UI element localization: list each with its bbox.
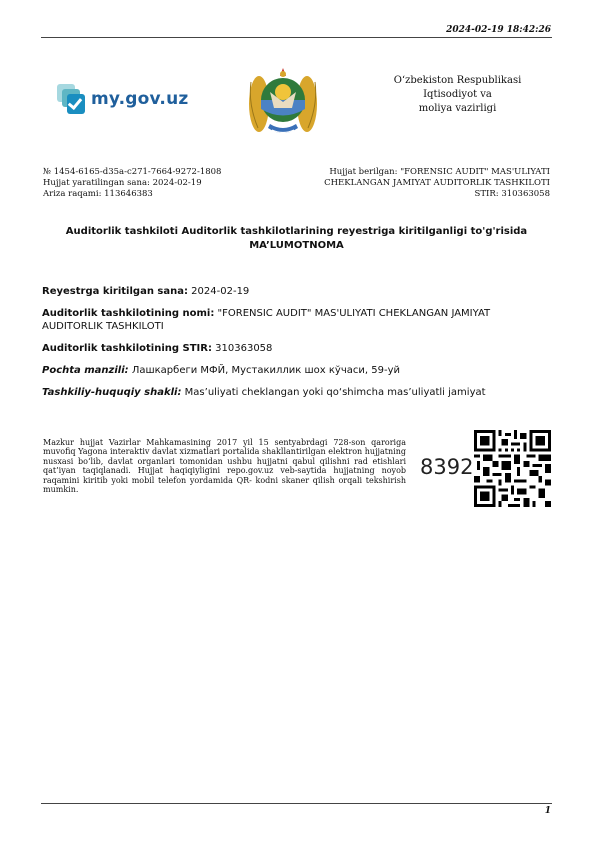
- issued-to-stir: STIR: 310363058: [474, 189, 550, 199]
- title-line: Auditorlik tashkiloti Auditorlik tashkilotlarining reyestriga kiritilganligi to'g'risida: [65, 226, 528, 237]
- field-postal-address: [42, 364, 554, 377]
- ministry-line: moliya vazirligi: [418, 103, 497, 114]
- state-emblem-icon: [246, 62, 320, 138]
- verification-code: 8392: [420, 455, 474, 479]
- issued-to-line: Hujjat berilgan: "FORENSIC AUDIT" MAS'ULIYATI: [329, 167, 550, 177]
- mygov-logo[interactable]: [57, 84, 189, 114]
- field-value: "FORENSIC AUDIT" MAS'ULIYATI CHEKLANGAN JAMIYAT AUDITORLIK TASHKILOTI: [42, 308, 491, 332]
- field-value: 310363058: [215, 343, 273, 354]
- application-number: Ariza raqami: 113646383: [43, 189, 153, 199]
- field-value: 2024-02-19: [191, 286, 250, 297]
- field-value: Mas’uliyati cheklangan yoki qo‘shimcha mas’uliyatli jamiyat: [184, 387, 486, 398]
- field-organization-name: [42, 307, 554, 333]
- ministry-name: [380, 74, 535, 116]
- field-label: Tashkiliy-huquqiy shakli:: [42, 387, 182, 398]
- title-line: MA’LUMOTNOMA: [249, 240, 344, 251]
- document-number: № 1454-6165-d35a-c271-7664-9272-1808: [43, 167, 222, 177]
- qr-code-icon[interactable]: [474, 430, 551, 507]
- field-legal-form: [42, 386, 554, 399]
- field-label: Auditorlik tashkilotining STIR:: [42, 343, 212, 354]
- field-label: Reyestrga kiritilgan sana:: [42, 286, 188, 297]
- field-value: Лашкарбеги МФЙ, Мустакиллик шох кўчаси, 59-уй: [131, 365, 400, 376]
- ministry-line: Iqtisodiyot va: [423, 89, 492, 100]
- ministry-line: O‘zbekiston Respublikasi: [393, 75, 522, 86]
- fields-section: [42, 285, 554, 408]
- creation-date: Hujjat yaratilingan sana: 2024-02-19: [43, 178, 202, 188]
- field-stir: [42, 342, 554, 355]
- timestamp: 2024-02-19 18:42:26: [446, 25, 551, 35]
- document-meta-left: [43, 167, 221, 200]
- field-registration-date: [42, 285, 554, 298]
- bottom-divider: [41, 803, 552, 804]
- field-label: Pochta manzili:: [42, 365, 129, 376]
- top-divider: [41, 37, 552, 38]
- field-label: Auditorlik tashkilotining nomi:: [42, 308, 215, 319]
- verification-notice: Mazkur hujjat Vazirlar Mahkamasining 2017 yil 15 sentyabrdagi 728-son qaroriga muvofiq Yagona interaktiv davlat xizmatlari portalida shakllantirilgan elektron hujjatning nusxasi bo‘lib, davlat organlari tomonidan ushbu hujjatni qabul qilishni rad etishlari qat’iyan taqiqlanadi. Hujjat haqiqiyligini repo.gov.uz veb-saytida hujjatning noyob raqamini kiritib yoki mobil telefon yordamida QR- kodni skaner qilish orqali tekshirish mumkin.: [43, 438, 406, 495]
- logo-text: my.gov.uz: [91, 89, 189, 109]
- page-number: 1: [544, 806, 551, 816]
- document-title: [40, 225, 553, 253]
- issued-to-line: CHEKLANGAN JAMIYAT AUDITORLIK TASHKILOTI: [324, 178, 550, 188]
- document-meta-right: [310, 167, 550, 200]
- checkbox-logo-icon: [57, 84, 87, 114]
